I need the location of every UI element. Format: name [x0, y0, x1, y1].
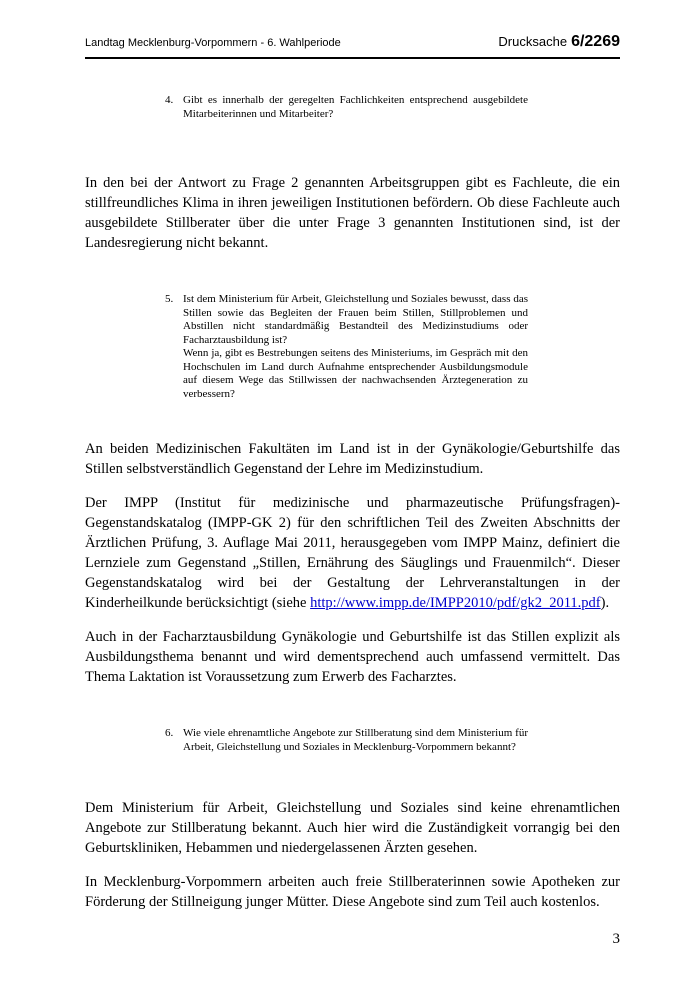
drucksache-number: 6/2269 [571, 33, 620, 50]
header-divider [85, 57, 620, 59]
answer-6-paragraph-2: In Mecklenburg-Vorpommern arbeiten auch freie Stillberaterinnen sowie Apotheken zur Förderung der Stillneigung junger Mütter. Diese Angebote sind zum Teil auch kostenlos. [85, 874, 620, 910]
answer-6-paragraph-1: Dem Ministerium für Arbeit, Gleichstellung und Soziales sind keine ehrenamtlichen Angebote zur Stillberatung bekannt. Auch hier wird die Zuständigkeit vorrangig bei den Geburtskliniken, Hebammen und niedergelassenen Ärzten gesehen. [85, 800, 620, 856]
answer-5-paragraph-2-tail: ). [600, 595, 610, 611]
question-4-block [165, 94, 620, 121]
answer-4-paragraph: In den bei der Antwort zu Frage 2 genannten Arbeitsgruppen gibt es Fachleute, die ein stillfreundliches Klima in ihren jeweiligen Institutionen befördern. Ob diese Fachleute auch ausgebildete Stillberater über die unter Frage 3 genannten Institutionen sind, ist der Landesregierung nicht bekannt. [85, 175, 620, 251]
question-5-part1: Ist dem Ministerium für Arbeit, Gleichstellung und Soziales bewusst, dass das Stillen sowie das Begleiten der Frauen beim Stillen, Stillproblemen und Abstillen nicht standardmäßig Bestandteil des Medizinstudiums oder Facharztausbildung ist? [183, 293, 528, 346]
question-5-text [183, 293, 528, 401]
question-5-block [165, 293, 620, 401]
page-number: 3 [612, 931, 620, 947]
question-5-part2: Wenn ja, gibt es Bestrebungen seitens des Ministeriums, im Gespräch mit den Hochschulen im Land durch Aufnahme entsprechender Ausbildungsmodule auf diesem Wege das Stillwissen der nachwachsenden Ärztegeneration zu verbessern? [183, 347, 528, 400]
question-6-block [165, 727, 620, 754]
question-4-number: 4. [165, 94, 174, 106]
answer-5-paragraph-2-text: Der IMPP (Institut für medizinische und pharmazeutische Prüfungsfragen)-Gegenstandskatalog (IMPP-GK 2) für den schriftlichen Teil des Zweiten Abschnitts der Ärztlichen Prüfung, 3. Auflage Mai 2011, herausgegeben vom IMPP Mainz, definiert die Lernziele zum Gegenstand „Stillen, Ernährung des Säuglings und Frauenmilch“. Dieser Gegenstandskatalog wird bei der Gestaltung der Lehrveranstaltungen in der Kinderheilkunde berücksichtigt (siehe [85, 495, 620, 611]
answer-5-paragraph-2 [85, 493, 620, 613]
header-right [498, 33, 620, 51]
header-left-text: Landtag Mecklenburg-Vorpommern - 6. Wahlperiode [85, 37, 341, 49]
impp-pdf-link[interactable]: http://www.impp.de/IMPP2010/pdf/gk2_2011.pdf [310, 595, 601, 611]
document-header [85, 33, 620, 51]
question-4-text: Gibt es innerhalb der geregelten Fachlichkeiten entsprechend ausgebildete Mitarbeiterinnen und Mitarbeiter? [183, 94, 528, 120]
question-6-text: Wie viele ehrenamtliche Angebote zur Stillberatung sind dem Ministerium für Arbeit, Gleichstellung und Soziales in Mecklenburg-Vorpommern bekannt? [183, 727, 528, 753]
answer-5-paragraph-3: Auch in der Facharztausbildung Gynäkologie und Geburtshilfe ist das Stillen explizit als Ausbildungsthema benannt und wird dementsprechend auch umfassend vermittelt. Das Thema Laktation ist Voraussetzung zum Erwerb des Facharztes. [85, 629, 620, 685]
question-5-number: 5. [165, 293, 174, 305]
question-6-number: 6. [165, 727, 174, 739]
drucksache-label: Drucksache [498, 34, 568, 49]
answer-5-paragraph-1: An beiden Medizinischen Fakultäten im Land ist in der Gynäkologie/Geburtshilfe das Stillen selbstverständlich Gegenstand der Lehre im Medizinstudium. [85, 441, 620, 477]
